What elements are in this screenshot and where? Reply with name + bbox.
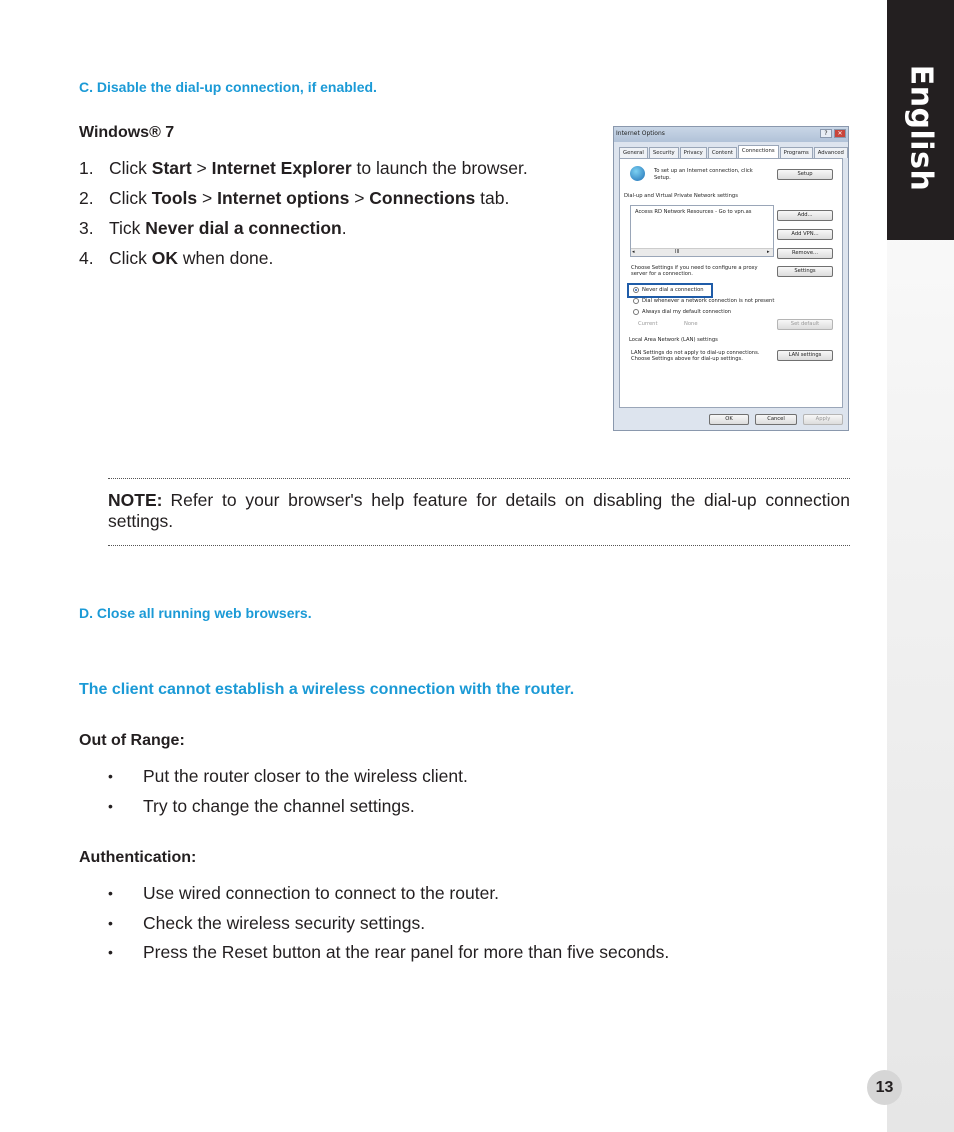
list-item: • Check the wireless security settings.	[108, 912, 669, 942]
language-tab	[887, 0, 954, 240]
connection-list[interactable]	[630, 205, 774, 257]
current-value: None	[684, 321, 698, 327]
list-item: • Use wired connection to connect to the router.	[108, 882, 669, 912]
ok-button[interactable]: OK	[709, 414, 749, 425]
bullet-icon: •	[108, 885, 113, 901]
help-icon[interactable]: ?	[820, 129, 832, 138]
settings-button[interactable]: Settings	[777, 266, 833, 277]
tab-connections[interactable]: Connections	[738, 145, 779, 158]
lan-group-label: Local Area Network (LAN) settings	[629, 337, 718, 343]
step-text: Click OK when done.	[109, 248, 274, 268]
globe-icon	[630, 166, 645, 181]
dial-whenever-label: Dial whenever a network connection is not present	[642, 298, 775, 304]
setup-text-2: Setup.	[654, 175, 671, 181]
scroll-thumb[interactable]: III	[675, 249, 680, 255]
lan-text-1: LAN Settings do not apply to dial-up connections.	[631, 350, 760, 356]
setup-button[interactable]: Setup	[777, 169, 833, 180]
tab-privacy[interactable]: Privacy	[680, 147, 707, 158]
tab-content[interactable]: Content	[708, 147, 737, 158]
set-default-button[interactable]: Set default	[777, 319, 833, 330]
add-vpn-button[interactable]: Add VPN...	[777, 229, 833, 240]
internet-options-dialog	[613, 126, 849, 431]
dial-whenever-radio[interactable]	[633, 298, 639, 304]
always-dial-radio[interactable]	[633, 309, 639, 315]
step-text: Tick Never dial a connection.	[109, 218, 347, 238]
step-text: Click Start > Internet Explorer to launch the browser.	[109, 158, 528, 178]
step-number: 4.	[79, 248, 94, 268]
never-dial-radio[interactable]	[633, 287, 639, 293]
language-tab-label: English	[903, 64, 938, 192]
list-item: • Try to change the channel settings.	[108, 795, 468, 825]
wireless-heading: The client cannot establish a wireless connection with the router.	[79, 681, 575, 698]
out-of-range-title: Out of Range:	[79, 732, 185, 749]
dialog-tabs	[619, 147, 849, 158]
step-item	[79, 157, 528, 187]
tab-security[interactable]: Security	[649, 147, 679, 158]
dialog-title-controls	[820, 129, 846, 138]
cancel-button[interactable]: Cancel	[755, 414, 797, 425]
close-icon[interactable]: ✕	[834, 129, 846, 138]
dialog-title: Internet Options	[614, 127, 848, 142]
horizontal-scrollbar[interactable]	[631, 248, 773, 256]
out-of-range-list	[108, 765, 468, 824]
note-text: Refer to your browser's help feature for details on disabling the dial-up connection settings.	[108, 490, 850, 531]
section-c-heading: C. Disable the dial-up connection, if enabled.	[79, 79, 377, 95]
note-block	[108, 490, 850, 532]
step-number: 1.	[79, 158, 94, 178]
step-number: 2.	[79, 188, 94, 208]
bullet-icon: •	[108, 944, 113, 960]
add-button[interactable]: Add...	[777, 210, 833, 221]
note-divider-top	[108, 478, 850, 479]
step-item	[79, 187, 528, 217]
scroll-right-icon[interactable]: ▸	[767, 249, 770, 255]
proxy-text-2: server for a connection.	[631, 271, 693, 277]
note-divider-bottom	[108, 545, 850, 546]
dialup-group-label: Dial-up and Virtual Private Network settings	[624, 193, 738, 199]
section-d-heading: D. Close all running web browsers.	[79, 605, 312, 621]
remove-button[interactable]: Remove...	[777, 248, 833, 259]
bullet-icon: •	[108, 768, 113, 784]
lan-settings-button[interactable]: LAN settings	[777, 350, 833, 361]
os-label: Windows® 7	[79, 124, 175, 141]
proxy-text-1: Choose Settings if you need to configure a proxy	[631, 265, 758, 271]
scroll-left-icon[interactable]: ◂	[632, 249, 635, 255]
bullet-icon: •	[108, 914, 113, 931]
never-dial-label: Never dial a connection	[642, 287, 704, 293]
setup-text-1: To set up an Internet connection, click	[654, 168, 753, 174]
apply-button[interactable]: Apply	[803, 414, 843, 425]
note-label: NOTE:	[108, 490, 163, 510]
step-item	[79, 217, 528, 247]
tab-programs[interactable]: Programs	[780, 147, 813, 158]
always-dial-label: Always dial my default connection	[642, 309, 732, 315]
tab-general[interactable]: General	[619, 147, 648, 158]
tab-advanced[interactable]: Advanced	[814, 147, 848, 158]
connections-panel	[619, 158, 843, 408]
authentication-list	[108, 882, 669, 971]
step-text: Click Tools > Internet options > Connections tab.	[109, 188, 510, 208]
authentication-title: Authentication:	[79, 849, 197, 866]
lan-text-2: Choose Settings above for dial-up settings.	[631, 356, 743, 362]
step-item	[79, 247, 528, 277]
list-item[interactable]: Access RD Network Resources - Go to vpn.as	[635, 209, 752, 215]
list-item: • Put the router closer to the wireless client.	[108, 765, 468, 795]
step-list	[79, 157, 528, 277]
list-item: • Press the Reset button at the rear panel for more than five seconds.	[108, 941, 669, 971]
current-label: Current	[638, 321, 658, 327]
bullet-icon: •	[108, 797, 113, 814]
step-number: 3.	[79, 218, 94, 238]
page-number: 13	[867, 1070, 902, 1105]
